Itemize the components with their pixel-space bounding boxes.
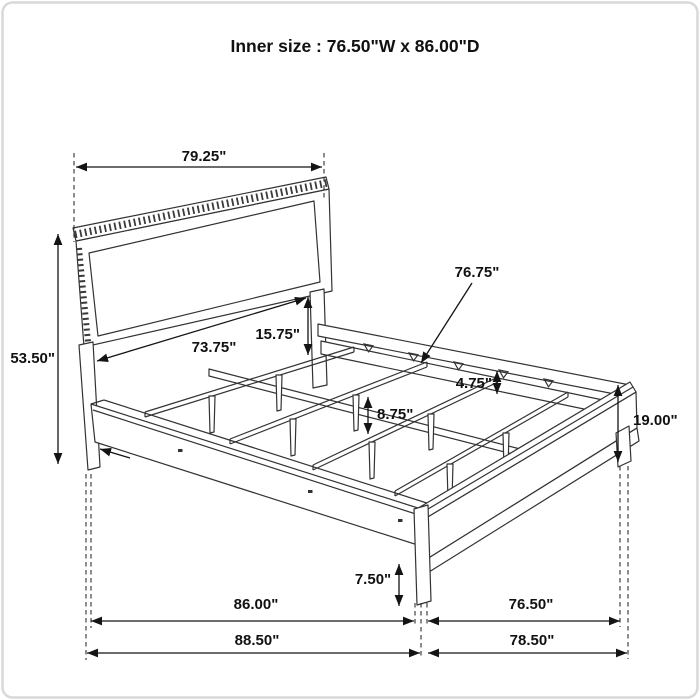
headboard-right-leg: [310, 289, 327, 388]
page-title: Inner size : 76.50"W x 86.00"D: [230, 36, 480, 56]
svg-text:86.00": 86.00": [233, 596, 279, 613]
dim-footboard-overall-width: [428, 632, 627, 653]
svg-text:76.50": 76.50": [508, 596, 554, 613]
svg-text:79.25": 79.25": [181, 148, 227, 165]
svg-text:53.50": 53.50": [10, 350, 55, 367]
dim-footboard-inner-width: [428, 596, 620, 621]
footboard-panel: [421, 392, 637, 559]
svg-text:73.75": 73.75": [191, 339, 237, 356]
svg-text:7.50": 7.50": [354, 571, 392, 588]
svg-text:15.75": 15.75": [255, 326, 300, 343]
dim-overall-depth: [87, 632, 420, 653]
dim-footboard-leg-height: [355, 564, 399, 606]
bed-drawing: [73, 177, 639, 605]
svg-text:8.75": 8.75": [377, 406, 414, 423]
svg-text:76.75": 76.75": [454, 264, 500, 281]
dim-inner-depth: [91, 596, 414, 621]
svg-text:78.50": 78.50": [509, 632, 555, 649]
svg-text:19.00": 19.00": [633, 412, 678, 429]
svg-text:88.50": 88.50": [234, 632, 280, 649]
dim-headboard-height: [10, 234, 58, 464]
dim-rail-height: [456, 371, 497, 394]
far-side-rail: [318, 324, 630, 413]
svg-text:4.75": 4.75": [455, 375, 492, 392]
footboard-front-leg: [414, 505, 431, 605]
